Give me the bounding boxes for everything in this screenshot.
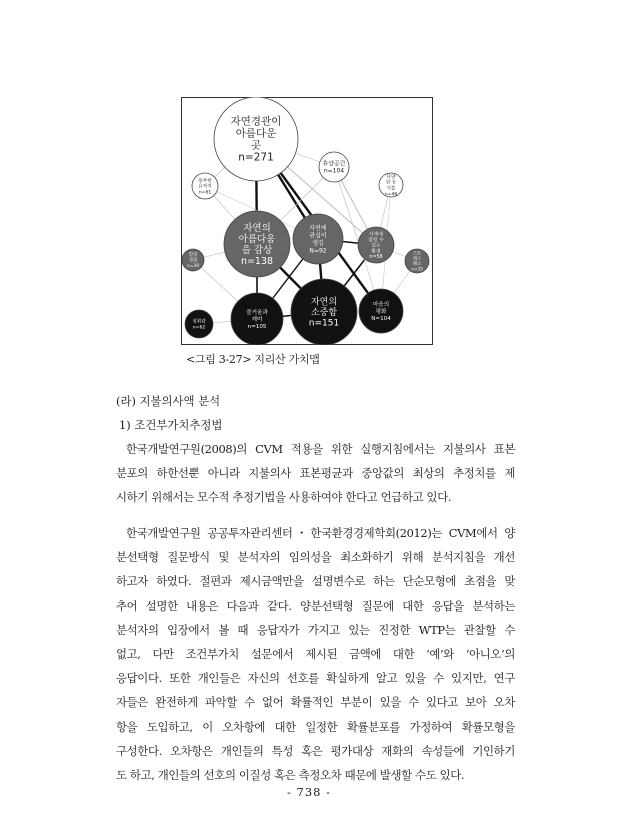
diagram-node-label: 다양 <box>386 174 396 180</box>
diagram-node <box>293 214 343 264</box>
diagram-node-label: 휴양공간 <box>322 160 346 168</box>
diagram-node-label: 사색에 <box>369 232 383 238</box>
diagram-node-label: 환경 <box>371 249 381 255</box>
diagram-node-label: 아름다운 <box>235 127 277 140</box>
diagram-node-label: N=92 <box>309 247 327 255</box>
diagram-node-label: n=35 <box>410 267 424 273</box>
diagram-node-label: 을 감상 <box>241 244 273 256</box>
diagram-node <box>319 152 349 182</box>
section-heading: (라) 지불의사액 분석 <box>116 394 221 408</box>
diagram-node <box>185 310 213 338</box>
diagram-node-label: n=46 <box>384 192 398 198</box>
diagram-node-label: 경험 <box>188 258 198 264</box>
diagram-node-label: 평화 <box>375 308 387 315</box>
diagram-node-label: 잠길 수 <box>368 238 384 244</box>
paragraph-line: 분포의 하한선뿐 아니라 지불의사 표본평균과 중앙값의 최상의 추정치를 제 <box>116 466 515 481</box>
diagram-node <box>224 211 290 277</box>
diagram-node-label: n=61 <box>198 190 212 196</box>
diagram-node <box>358 227 394 263</box>
paragraph-line: 자들은 완전하게 파악할 수 없어 확률적인 부분이 있을 수 있다고 보아 오차 <box>116 695 515 710</box>
diagram-node-label: 자연의 <box>310 297 338 308</box>
diagram-node <box>182 249 204 271</box>
paragraph-line: 시하기 위해서는 모수적 추정기법을 사용하여야 한다고 언급하고 있다. <box>116 490 452 505</box>
diagram-node-label: n=39 <box>186 263 200 269</box>
diagram-node-label: 곳 <box>250 139 262 152</box>
paragraph-line: 도 하고, 개인들의 선호의 이질성 혹은 측정오차 때문에 발생할 수도 있다. <box>116 768 465 783</box>
diagram-node-label: n=62 <box>192 325 206 331</box>
diagram-node-label: n=271 <box>238 151 274 164</box>
diagram-node <box>231 293 283 345</box>
diagram-node-label: 아름다움 <box>238 233 276 245</box>
value-map-figure <box>181 97 433 345</box>
diagram-node-label: 성취감 <box>192 319 206 325</box>
diagram-node-label: 마음의 <box>372 301 390 308</box>
diagram-node-label: n=151 <box>308 318 340 329</box>
diagram-node-label: 자연에 <box>309 224 327 232</box>
paragraph-line: 항을 도입하고, 이 오차항에 대한 일정한 확률분포를 가정하여 확률모형을 <box>116 719 515 734</box>
diagram-node <box>359 289 403 333</box>
diagram-node-label: 자연경관이 <box>230 115 282 128</box>
paragraph-2 <box>116 521 515 787</box>
subsection-heading: 1) 조건부가치추정법 <box>119 418 223 432</box>
diagram-node-label: 식물 <box>386 186 396 192</box>
paragraph-line: 한국개발연구원(2008)의 CVM 적용을 위한 실행지침에서는 지불의사 표본 <box>126 442 515 456</box>
paragraph-line: 추어 설명한 내용은 다음과 같다. 양분선택형 질문에 대한 응답을 분석하는 <box>116 598 515 613</box>
paragraph-line: 구성한다. 오차항은 개인들의 특성 혹은 평가대상 재화의 속성들에 기인하기 <box>116 743 515 758</box>
diagram-node-label: n=104 <box>323 167 345 175</box>
paragraph-line: 없고, 다만 조건부가치 설문에서 제시된 금액에 대한 ‘예’와 ‘아니오’의 <box>116 647 515 662</box>
paragraph-line: 분선택형 질문방식 및 분석자의 임의성을 최소화하기 위해 분석지침을 개선 <box>116 550 515 565</box>
diagram-node-label: 유적지 <box>198 184 212 190</box>
diagram-node-label: 즐거움과 <box>246 309 268 316</box>
diagram-node-label: N=104 <box>371 315 391 322</box>
diagram-node-label: 있는 <box>371 243 381 249</box>
diagram-node-label: 한 동 <box>385 180 397 186</box>
diagram-node-label: 레스 <box>412 256 422 262</box>
value-map-diagram <box>181 97 433 345</box>
diagram-node-label: 힐링 <box>188 253 198 259</box>
diagram-node <box>379 173 403 197</box>
diagram-node-label: 자연의 <box>243 222 271 234</box>
diagram-node-label: 스트 <box>412 251 422 257</box>
diagram-node-label: n=58 <box>369 254 383 260</box>
diagram-node-label: n=105 <box>247 323 267 330</box>
paragraph-1 <box>116 437 515 510</box>
diagram-node-label: 풍부한 <box>198 178 212 184</box>
paragraph-line: 하고자 하였다. 절편과 제시금액만을 설명변수로 하는 단순모형에 초점을 맞 <box>116 574 515 589</box>
diagram-node <box>405 249 429 273</box>
diagram-node-label: 관심이 <box>309 232 327 240</box>
diagram-node <box>291 279 357 345</box>
page-number: - 738 - <box>286 785 332 799</box>
diagram-node-label: 재미 <box>251 316 263 323</box>
diagram-node-label: 생김 <box>312 239 324 247</box>
diagram-node <box>214 97 298 181</box>
figure-caption: <그림 3-27> 지리산 가치맵 <box>186 353 320 366</box>
diagram-node <box>192 173 218 199</box>
paragraph-line: 응답이다. 또한 개인들은 자신의 선호를 확실하게 알고 있을 수 있지만, 연구 <box>116 671 515 686</box>
paragraph-line: 분석자의 입장에서 볼 때 응답자가 가지고 있는 진정한 WTP는 관찰할 수 <box>116 622 515 637</box>
diagram-node-label: n=138 <box>240 255 274 267</box>
paragraph-line: 한국개발연구원 공공투자관리센터・한국환경경제학회(2012)는 CVM에서 양 <box>126 526 515 540</box>
diagram-node-label: 해소 <box>412 262 422 268</box>
diagram-node-label: 소중함 <box>310 308 338 319</box>
